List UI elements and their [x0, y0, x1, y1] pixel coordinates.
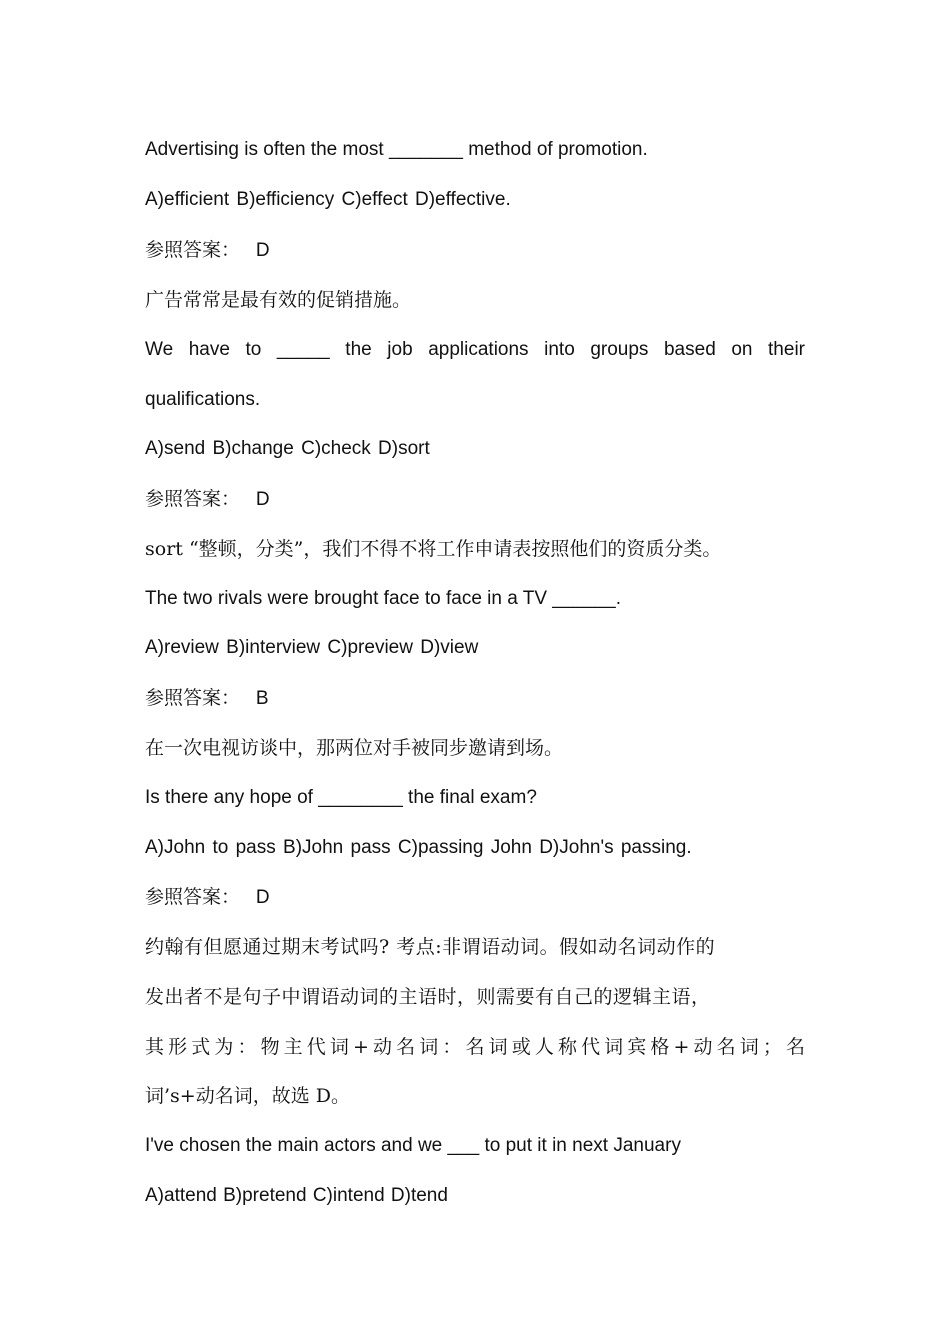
answer-value: D [255, 887, 270, 908]
explanation-2: sort “整顿，分类”，我们不得不将工作申请表按照他们的资质分类。 [145, 538, 722, 560]
question-4: Is there any hope of ________ the final exam? [145, 787, 537, 808]
answer-label: 参照答案： [145, 488, 241, 510]
options-5: A)attend B)pretend C)intend D)tend [145, 1185, 448, 1206]
explanation-3: 在一次电视访谈中，那两位对手被同步邀请到场。 [145, 737, 564, 759]
question-5: I've chosen the main actors and we ___ to put it in next January [145, 1135, 681, 1156]
explanation-1: 广告常常是最有效的促销措施。 [145, 289, 412, 311]
answer-value: B [255, 688, 269, 709]
question-2-line-1: We have to _____ the job applications into groups based on their [145, 339, 805, 360]
explanation-4-line-2: 发出者不是句子中谓语动词的主语时，则需要有自己的逻辑主语， [145, 986, 711, 1008]
answer-label: 参照答案： [145, 239, 241, 261]
answer-4 [145, 885, 805, 910]
answer-3 [145, 686, 805, 711]
question-3: The two rivals were brought face to face in a TV ______. [145, 588, 621, 609]
explanation-4-line-1: 约翰有但愿通过期末考试吗? 考点:非谓语动词。假如动名词动作的 [145, 936, 716, 958]
options-4: A)John to pass B)John pass C)passing John D)John's passing. [145, 837, 692, 858]
explanation-4-line-3: 其形式为：物主代词+动名词：名词或人称代词宾格+动名词；名 [145, 1036, 805, 1058]
explanation-4-line-4: 词’s+动名词，故选 D。 [145, 1085, 350, 1107]
options-3: A)review B)interview C)preview D)view [145, 637, 479, 658]
options-1: A)efficient B)efficiency C)effect D)effective. [145, 189, 511, 210]
options-2: A)send B)change C)check D)sort [145, 438, 430, 459]
answer-2 [145, 487, 805, 512]
answer-value: D [255, 240, 270, 261]
question-1: Advertising is often the most _______ method of promotion. [145, 139, 648, 160]
question-2-line-2: qualifications. [145, 389, 261, 410]
answer-label: 参照答案： [145, 886, 241, 908]
answer-1 [145, 238, 805, 263]
answer-value: D [255, 489, 270, 510]
answer-label: 参照答案： [145, 687, 241, 709]
